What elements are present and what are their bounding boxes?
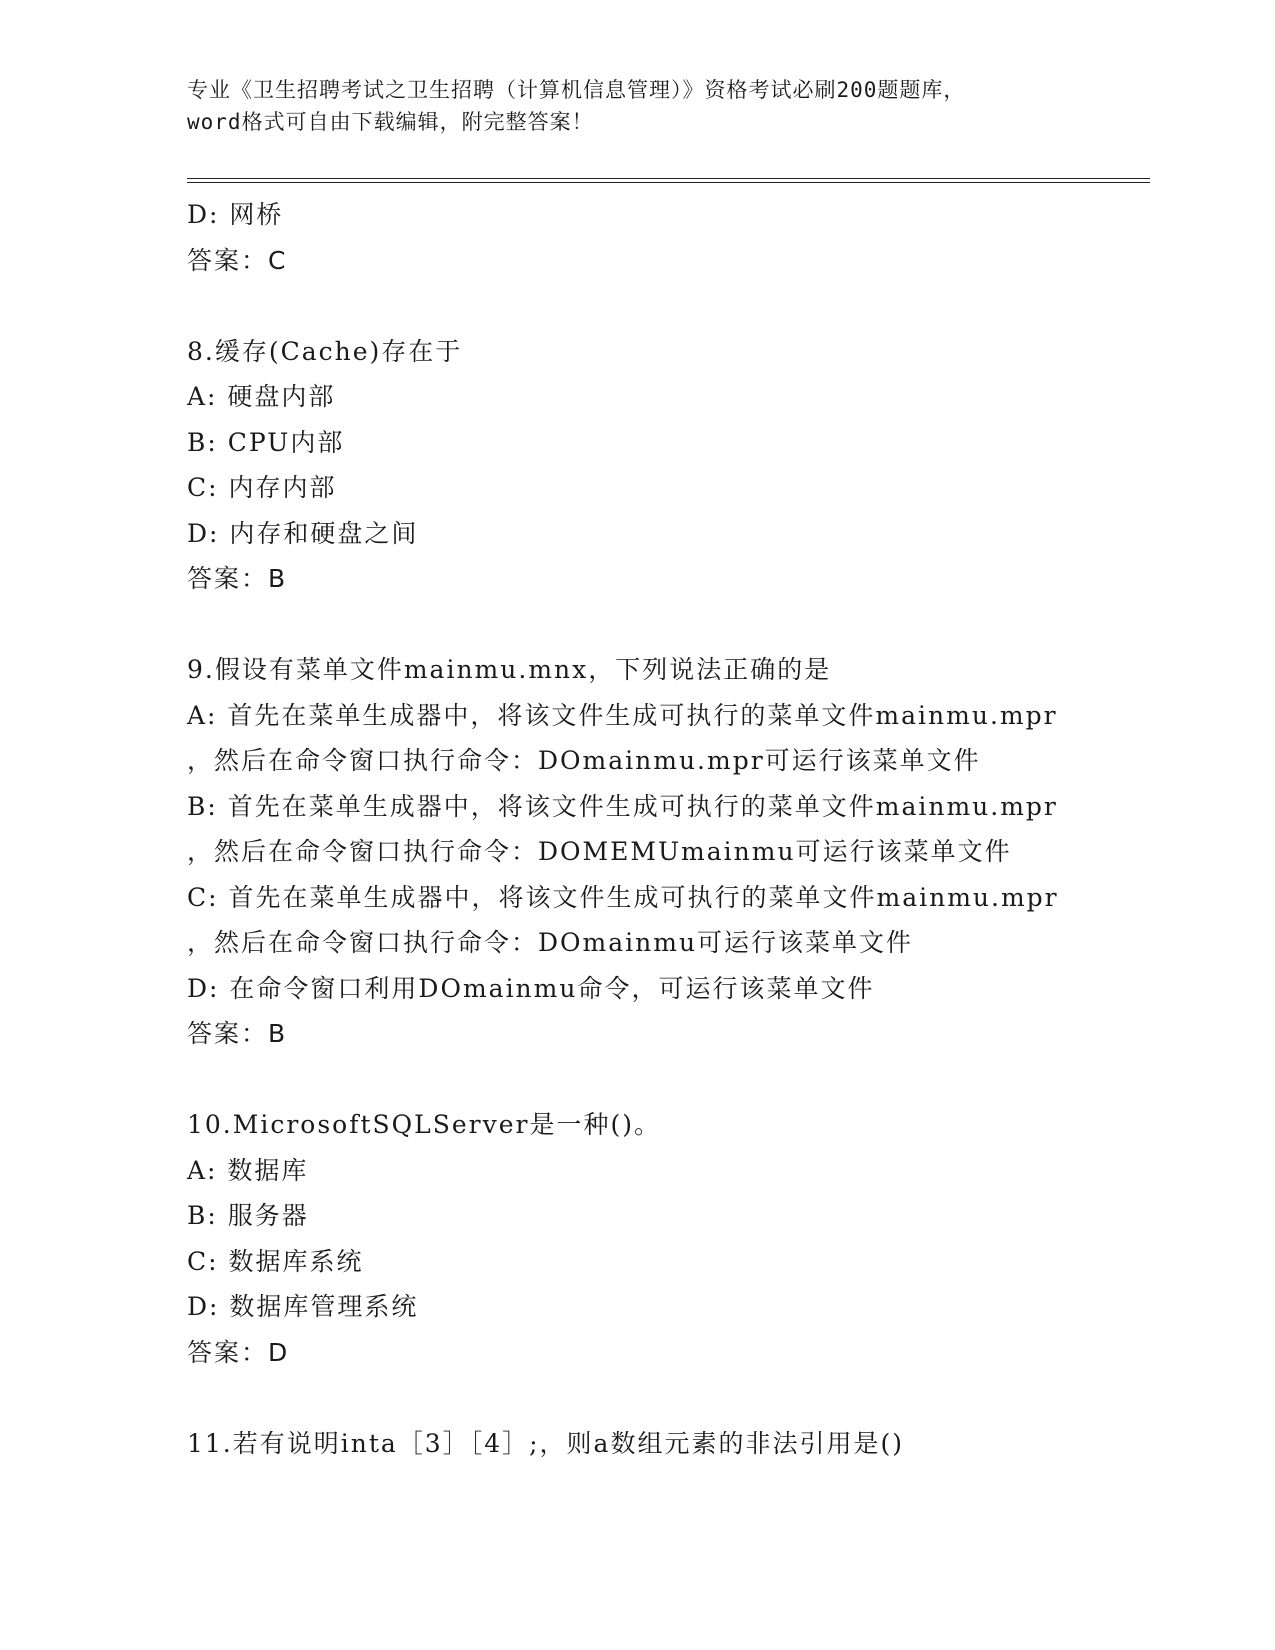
option-b: B: 服务器 (187, 1201, 309, 1230)
option-a: A: 硬盘内部 (187, 382, 336, 411)
option-b-continued: ，然后在命令窗口执行命令：DOMEMUmainmu可运行该菜单文件 (187, 837, 1012, 866)
option-d: D: 数据库管理系统 (187, 1292, 419, 1321)
spacer (187, 283, 1127, 329)
question-10 (187, 1102, 1127, 1375)
option-c: C: 数据库系统 (187, 1246, 364, 1276)
header-divider-top (187, 178, 1150, 179)
previous-question-tail (187, 192, 1127, 283)
spacer (187, 1375, 1127, 1421)
answer-line: 答案：C (187, 245, 288, 275)
option-d: D: 网桥 (187, 200, 284, 229)
question-stem: 11.若有说明inta［3］［4］;，则a数组元素的非法引用是() (187, 1428, 904, 1458)
option-a-continued: ，然后在命令窗口执行命令：DOmainmu.mpr可运行该菜单文件 (187, 746, 981, 775)
question-11 (187, 1421, 1127, 1467)
spacer (187, 602, 1127, 648)
option-c: C: 首先在菜单生成器中，将该文件生成可执行的菜单文件mainmu.mpr (187, 882, 1059, 912)
spacer (187, 1057, 1127, 1103)
document-header (187, 74, 1087, 138)
option-a: A: 首先在菜单生成器中，将该文件生成可执行的菜单文件mainmu.mpr (187, 700, 1058, 730)
option-b: B: CPU内部 (187, 427, 345, 457)
answer-line: 答案：B (187, 564, 288, 593)
header-divider-bottom (187, 182, 1150, 183)
option-c-continued: ，然后在命令窗口执行命令：DOmainmu可运行该菜单文件 (187, 928, 914, 957)
question-list (187, 192, 1127, 1466)
option-b: B: 首先在菜单生成器中，将该文件生成可执行的菜单文件mainmu.mpr (187, 791, 1058, 821)
header-line-1: 专业《卫生招聘考试之卫生招聘（计算机信息管理）》资格考试必刷200题题库， (187, 78, 966, 102)
option-c: C: 内存内部 (187, 473, 337, 502)
answer-line: 答案：D (187, 1337, 290, 1367)
question-8 (187, 329, 1127, 602)
answer-line: 答案：B (187, 1019, 288, 1048)
header-line-2: word格式可自由下载编辑，附完整答案！ (187, 110, 594, 134)
question-stem: 10.MicrosoftSQLServer是一种()。 (187, 1110, 662, 1139)
option-d: D: 在命令窗口利用DOmainmu命令，可运行该菜单文件 (187, 973, 875, 1003)
question-stem: 9.假设有菜单文件mainmu.mnx，下列说法正确的是 (187, 655, 832, 684)
option-a: A: 数据库 (187, 1155, 309, 1185)
option-d: D: 内存和硬盘之间 (187, 518, 419, 548)
question-stem: 8.缓存(Cache)存在于 (187, 336, 463, 366)
question-9 (187, 647, 1127, 1057)
